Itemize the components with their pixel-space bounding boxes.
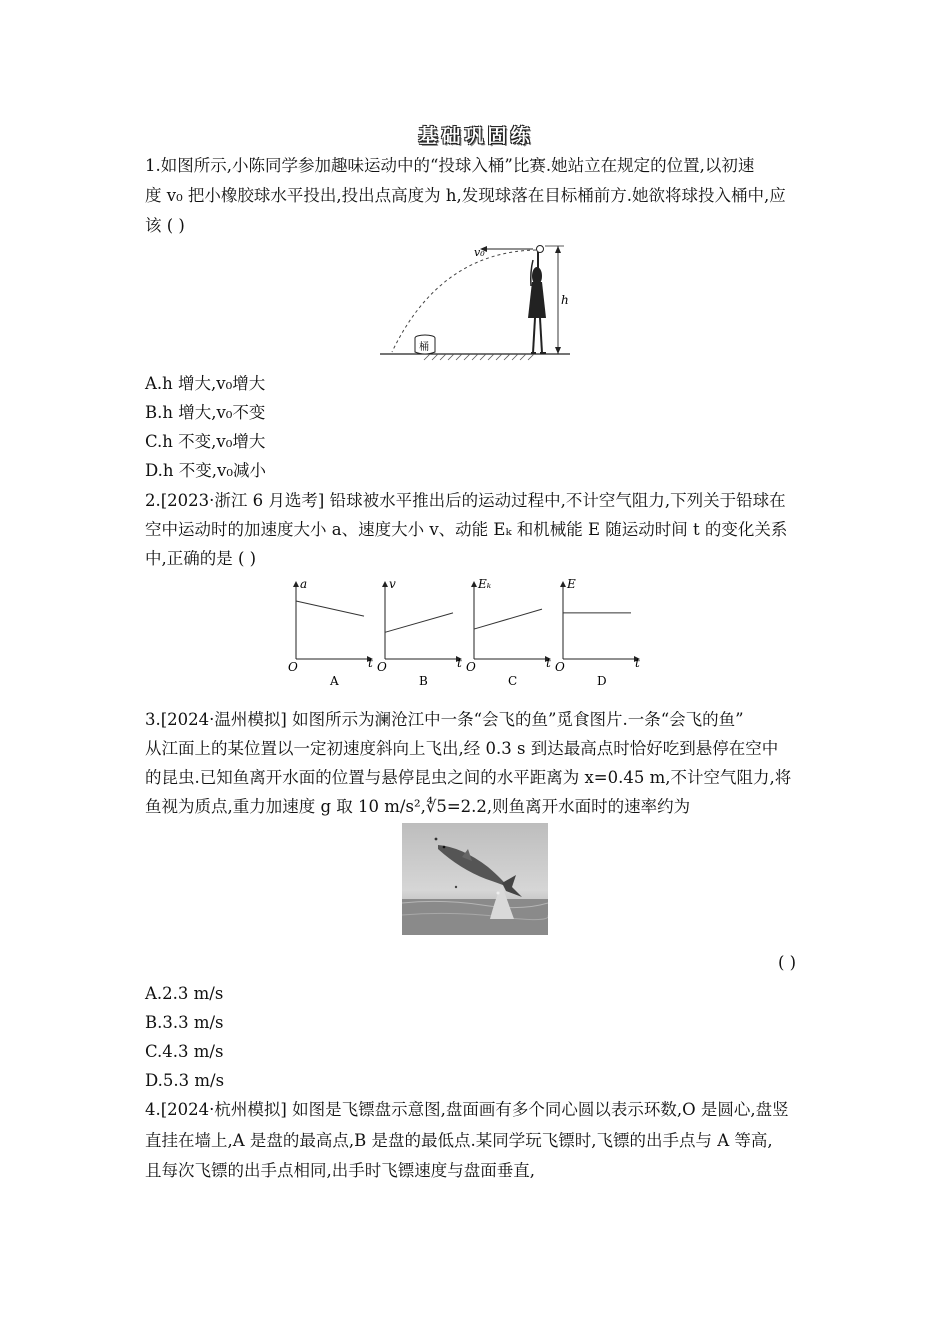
girl-figure xyxy=(528,246,546,354)
h-label: h xyxy=(561,293,569,307)
flying-fish-photo xyxy=(402,823,548,935)
q1-figure xyxy=(370,238,580,362)
q3-answer-bracket: ( ) xyxy=(778,953,797,972)
q2-graphs xyxy=(284,572,674,692)
ground-hatch xyxy=(424,354,534,360)
graph-b xyxy=(377,577,462,688)
graph-caption: D xyxy=(597,674,607,688)
graph-origin-label: O xyxy=(377,660,387,674)
graph-caption: A xyxy=(330,674,339,688)
graph-origin-label: O xyxy=(466,660,476,674)
graph-curve xyxy=(385,613,453,632)
q1-option-b: B.h 增大,v₀不变 xyxy=(145,403,266,422)
graph-curve xyxy=(296,601,364,616)
graph-x-label: t xyxy=(368,656,373,670)
q1-option-a: A.h 增大,v₀增大 xyxy=(145,374,266,393)
graph-y-label: a xyxy=(300,577,308,591)
q3-option-c: C.4.3 m/s xyxy=(145,1042,224,1061)
graph-x-label: t xyxy=(635,656,640,670)
q1-line-3: 该 ( ) xyxy=(145,216,185,235)
q4-line-3: 且每次飞镖的出手点相同,出手时飞镖速度与盘面垂直, xyxy=(145,1161,535,1180)
q3-option-d: D.5.3 m/s xyxy=(145,1071,225,1090)
graph-c xyxy=(466,577,551,688)
bucket-label: 桶 xyxy=(419,342,429,353)
q3-option-a: A.2.3 m/s xyxy=(145,984,224,1003)
q1-option-c: C.h 不变,v₀增大 xyxy=(145,432,266,451)
graph-x-label: t xyxy=(457,656,462,670)
q4-line-2: 直挂在墙上,A 是盘的最高点,B 是盘的最低点.某同学玩飞镖时,飞镖的出手点与 A 等高, xyxy=(145,1131,773,1150)
graph-y-label: E xyxy=(567,577,576,591)
q1-option-d: D.h 不变,v₀减小 xyxy=(145,461,266,480)
graph-a xyxy=(288,577,373,688)
graph-caption: C xyxy=(508,674,518,688)
q3-option-b: B.3.3 m/s xyxy=(145,1013,224,1032)
q3-line-2: 从江面上的某位置以一定初速度斜向上飞出,经 0.3 s 到达最高点时恰好吃到悬停在空中 xyxy=(145,739,779,758)
graph-origin-label: O xyxy=(288,660,298,674)
q2-line-2: 空中运动时的加速度大小 a、速度大小 v、动能 Eₖ 和机械能 E 随运动时间 t 的变化关系 xyxy=(145,520,788,539)
q1-line-1: 1.如图所示,小陈同学参加趣味运动中的“投球入桶”比赛.她站立在规定的位置,以初速 xyxy=(145,156,755,175)
graph-d xyxy=(555,577,640,688)
ball-trajectory xyxy=(392,250,536,352)
v0-label: v₀ xyxy=(474,246,485,259)
q2-line-1: 2.[2023·浙江 6 月选考] 铅球被水平推出后的运动过程中,不计空气阻力,下列关于铅球在 xyxy=(145,491,786,510)
graph-caption: B xyxy=(419,674,428,688)
q1-line-2: 度 v₀ 把小橡胶球水平投出,投出点高度为 h,发现球落在目标桶前方.她欲将球投入桶中,应 xyxy=(145,186,786,205)
q3-line-4: 鱼视为质点,重力加速度 g 取 10 m/s²,∜5=2.2,则鱼离开水面时的速率约为 xyxy=(145,797,691,816)
graph-curve xyxy=(474,609,542,629)
q4-line-1: 4.[2024·杭州模拟] 如图是飞镖盘示意图,盘面画有多个同心圆以表示环数,O 是圆心,盘竖 xyxy=(145,1100,789,1119)
section-title-banner xyxy=(410,124,542,148)
graph-y-label: v xyxy=(389,577,396,591)
graph-x-label: t xyxy=(546,656,551,670)
q2-line-3: 中,正确的是 ( ) xyxy=(145,549,257,568)
graph-y-label: Eₖ xyxy=(478,577,492,591)
section-title: 基础巩固练 xyxy=(418,125,534,147)
q3-line-1: 3.[2024·温州模拟] 如图所示为澜沧江中一条“会飞的鱼”觅食图片.一条“会飞的鱼” xyxy=(145,710,744,729)
q3-line-3: 的昆虫.已知鱼离开水面的位置与悬停昆虫之间的水平距离为 x=0.45 m,不计空气阻力,将 xyxy=(145,768,792,787)
graph-origin-label: O xyxy=(555,660,565,674)
